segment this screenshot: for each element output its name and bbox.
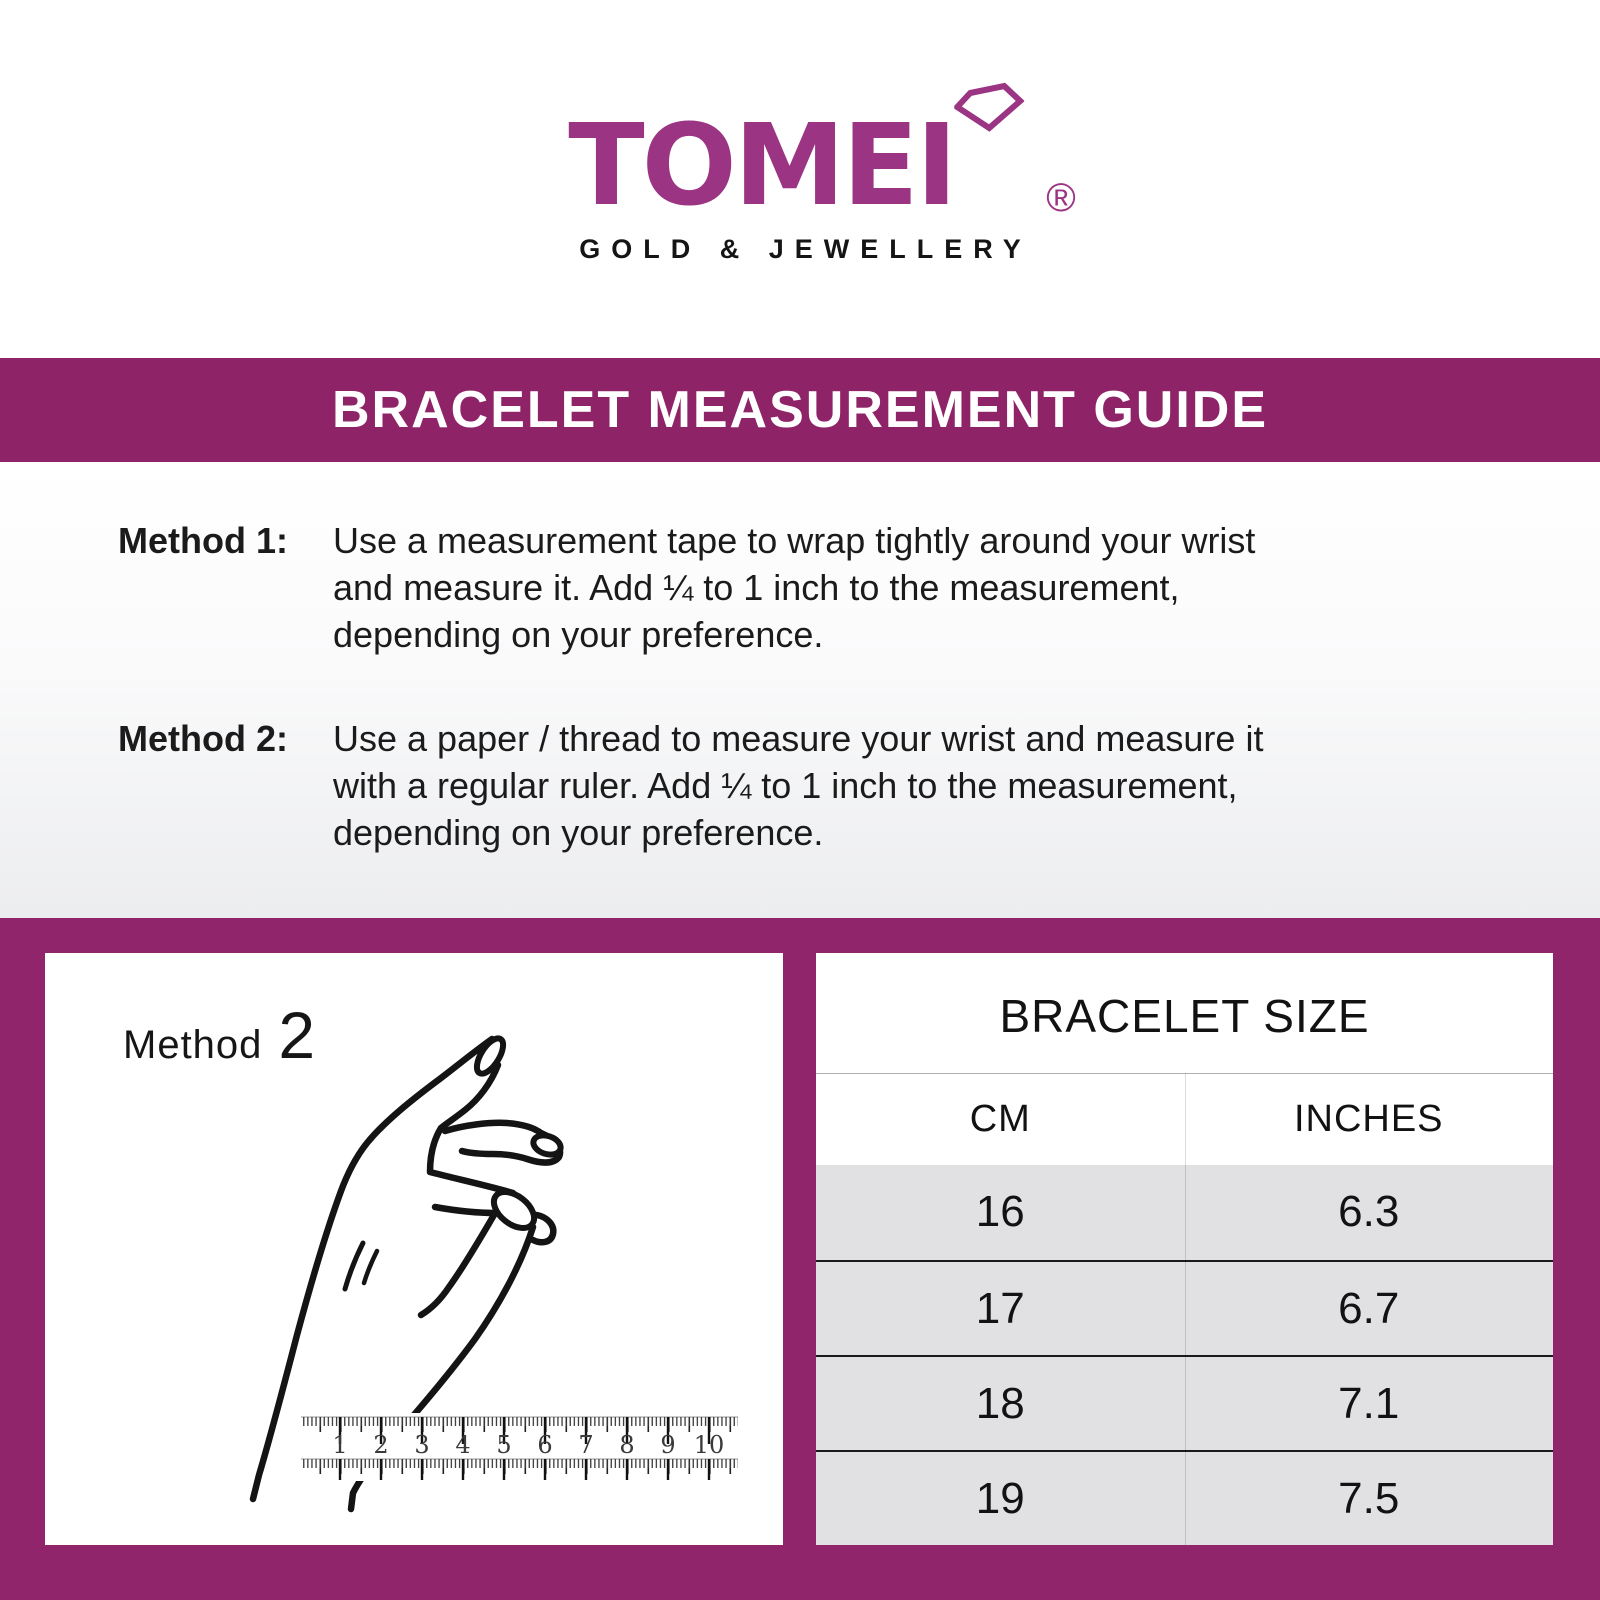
method-2-text: Use a paper / thread to measure your wrist and measure it with a regular ruler. Add ¼ to 1 inch to the measurement, depending on your preference.	[333, 718, 1264, 853]
cm-value: 18	[975, 1379, 1025, 1428]
method-1-paragraph	[118, 517, 1600, 658]
column-header-inches: INCHES	[1293, 1098, 1444, 1140]
method-2-label: Method 2:	[118, 718, 288, 759]
inches-value: 7.1	[1338, 1379, 1400, 1428]
svg-text:9: 9	[660, 1431, 676, 1459]
page-title: BRACELET MEASUREMENT GUIDE	[331, 381, 1269, 439]
bottom-panel	[0, 918, 1600, 1600]
logo-wordmark: TOMEI	[568, 101, 955, 231]
cm-value: 17	[975, 1284, 1025, 1333]
column-header-cm: CM	[969, 1098, 1031, 1140]
svg-text:5: 5	[496, 1431, 512, 1459]
column-divider	[1185, 1073, 1186, 1545]
bracelet-size-table	[816, 953, 1553, 1545]
method-1-label: Method 1:	[118, 520, 288, 561]
ruler	[301, 1413, 738, 1481]
svg-text:1: 1	[332, 1431, 348, 1459]
svg-text:4: 4	[455, 1431, 471, 1459]
inches-value: 6.7	[1338, 1284, 1400, 1333]
diagram-label: Method 2	[123, 998, 316, 1072]
svg-text:8: 8	[619, 1431, 635, 1459]
methods-section	[0, 462, 1600, 918]
registered-trademark-icon: ®	[1046, 176, 1076, 220]
svg-text:2: 2	[373, 1431, 389, 1459]
inches-value: 7.5	[1338, 1474, 1400, 1523]
inches-value: 6.3	[1338, 1187, 1400, 1236]
diamond-icon	[954, 82, 1024, 132]
svg-text:6: 6	[537, 1431, 553, 1459]
svg-text:7: 7	[578, 1431, 594, 1459]
hand-ruler-illustration	[45, 953, 783, 1545]
svg-text:10: 10	[693, 1431, 725, 1459]
title-banner	[0, 358, 1600, 462]
method-2-paragraph	[118, 715, 1600, 856]
logo-tagline: GOLD & JEWELLERY	[579, 234, 1032, 264]
cm-value: 16	[975, 1187, 1025, 1236]
tomei-logo	[568, 84, 1076, 265]
svg-text:3: 3	[414, 1431, 430, 1459]
method-2-diagram-box	[45, 953, 783, 1545]
fingernails	[472, 1034, 563, 1235]
table-title: BRACELET SIZE	[999, 990, 1370, 1042]
method-1-text: Use a measurement tape to wrap tightly around your wrist and measure it. Add ¼ to 1 inch to the measurement, depending on your preference.	[333, 520, 1256, 655]
cm-value: 19	[975, 1474, 1025, 1523]
